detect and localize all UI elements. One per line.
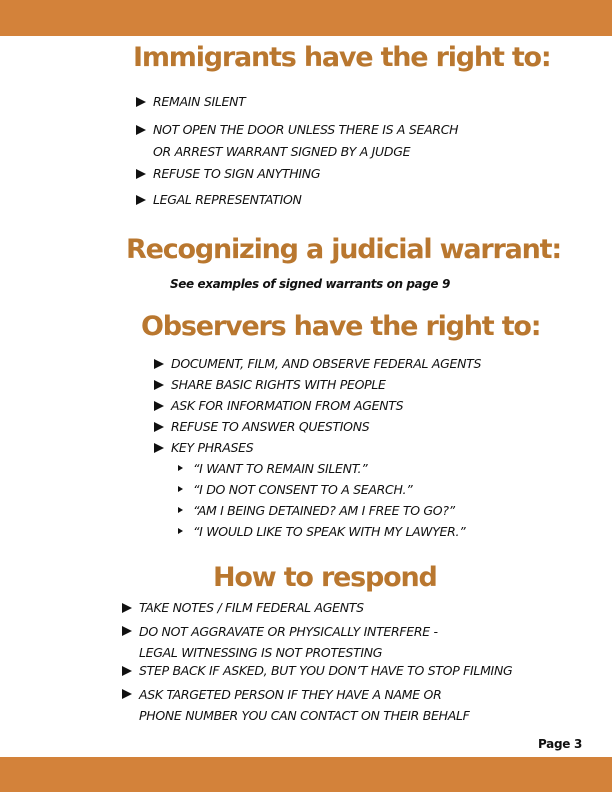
warrant-note: See examples of signed warrants on page 9 (170, 277, 450, 291)
small-triangle-bullet-icon (178, 528, 183, 534)
triangle-bullet-icon (154, 359, 164, 369)
list-item: REFUSE TO SIGN ANYTHING (136, 166, 458, 192)
respond-list (122, 600, 512, 726)
triangle-bullet-icon (136, 125, 146, 135)
triangle-bullet-icon (122, 626, 132, 636)
list-item: LEGAL REPRESENTATION (136, 192, 458, 217)
immigrants-heading: Immigrants have the right to: (133, 42, 551, 73)
bottom-band (0, 757, 612, 792)
key-phrases-list (178, 461, 465, 545)
small-triangle-bullet-icon (178, 507, 183, 513)
triangle-bullet-icon (136, 195, 146, 205)
triangle-bullet-icon (136, 97, 146, 107)
list-item: NOT OPEN THE DOOR UNLESS THERE IS A SEARCH OR ARREST WARRANT SIGNED BY A JUDGE (136, 119, 458, 166)
list-item: REMAIN SILENT (136, 94, 458, 119)
page-number: Page 3 (538, 737, 583, 751)
respond-heading: How to respond (213, 562, 437, 593)
small-triangle-bullet-icon (178, 486, 183, 492)
observers-list (154, 356, 481, 461)
list-item: “AM I BEING DETAINED? AM I FREE TO GO?” (178, 503, 465, 524)
list-item: DOCUMENT, FILM, AND OBSERVE FEDERAL AGENTS (154, 356, 481, 377)
triangle-bullet-icon (154, 401, 164, 411)
list-item: KEY PHRASES (154, 440, 481, 461)
triangle-bullet-icon (122, 666, 132, 676)
triangle-bullet-icon (136, 169, 146, 179)
list-item: REFUSE TO ANSWER QUESTIONS (154, 419, 481, 440)
observers-heading: Observers have the right to: (141, 311, 541, 342)
top-band (0, 0, 612, 36)
triangle-bullet-icon (122, 689, 132, 699)
triangle-bullet-icon (122, 603, 132, 613)
list-item: “I WANT TO REMAIN SILENT.” (178, 461, 465, 482)
list-item: “I WOULD LIKE TO SPEAK WITH MY LAWYER.” (178, 524, 465, 545)
list-item: ASK TARGETED PERSON IF THEY HAVE A NAME OR PHONE NUMBER YOU CAN CONTACT ON THEIR BEHALF (122, 684, 512, 726)
triangle-bullet-icon (154, 380, 164, 390)
list-item: TAKE NOTES / FILM FEDERAL AGENTS (122, 600, 512, 621)
immigrants-list (136, 94, 458, 217)
small-triangle-bullet-icon (178, 465, 183, 471)
list-item: ASK FOR INFORMATION FROM AGENTS (154, 398, 481, 419)
list-item: DO NOT AGGRAVATE OR PHYSICALLY INTERFERE - LEGAL WITNESSING IS NOT PROTESTING (122, 621, 512, 663)
list-item: “I DO NOT CONSENT TO A SEARCH.” (178, 482, 465, 503)
triangle-bullet-icon (154, 422, 164, 432)
list-item: SHARE BASIC RIGHTS WITH PEOPLE (154, 377, 481, 398)
triangle-bullet-icon (154, 443, 164, 453)
list-item: STEP BACK IF ASKED, BUT YOU DON’T HAVE TO STOP FILMING (122, 663, 512, 684)
warrant-heading: Recognizing a judicial warrant: (126, 234, 561, 265)
